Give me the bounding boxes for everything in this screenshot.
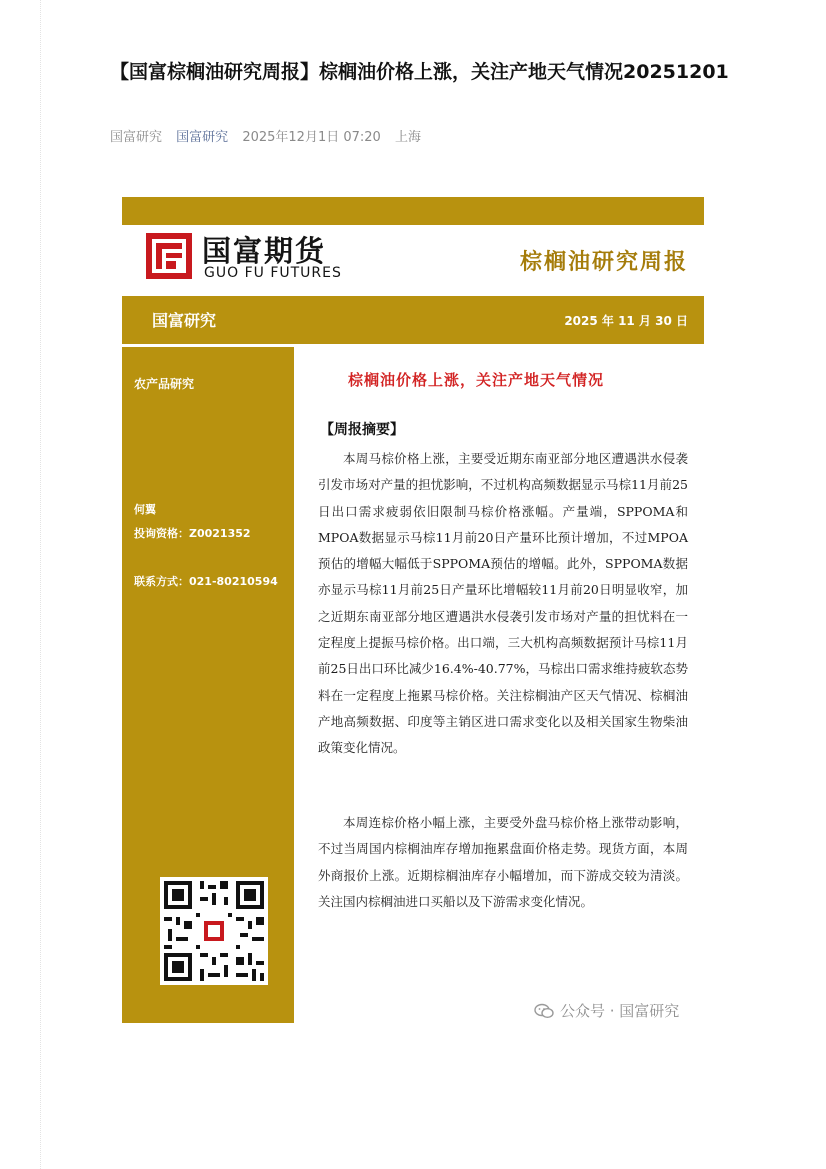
analyst-contact: 联系方式：021-80210594 [134,575,278,588]
report-top-bar [122,197,704,225]
article-source: 国富研究 [110,130,163,145]
sidebar-category: 农产品研究 [134,377,195,391]
analyst-name: 何翼 [134,503,156,516]
publish-location: 上海 [394,130,421,145]
report-image [122,197,704,1023]
summary-paragraph: 本周连棕价格小幅上涨，主要受外盘马棕价格上涨带动影响，不过当周国内棕榈油库存增加拖累盘面价格走势。现货方面，本周外商报价上涨。近期棕榈油库存小幅增加，而下游成交较为清淡。关注国内棕榈油进口买船以及下游需求变化情况。 [318,815,688,909]
account-link[interactable]: 国富研究 [176,130,229,145]
summary-label: 【周报摘要】 [320,422,404,438]
report-weekly-title: 棕榈油研究周报 [519,249,688,275]
footer-text: 公众号 · 国富研究 [560,1002,680,1020]
page-left-rule [40,0,41,1169]
wechat-icon [534,1003,554,1019]
logo-english-name: GUO FU FUTURES [204,265,342,281]
article-title: 【国富棕榈油研究周报】棕榈油价格上涨，关注产地天气情况20251201 [110,61,729,83]
report-heading: 棕榈油价格上涨，关注产地天气情况 [348,371,605,389]
publish-datetime: 2025年12月1日 07:20 [242,130,381,145]
analyst-certificate: 投询资格：Z0021352 [134,527,251,540]
band-label: 国富研究 [152,311,217,330]
qr-code-icon [160,877,268,985]
guofu-logo-icon [146,233,192,279]
wechat-account-footer [534,1000,679,1021]
report-date: 2025 年 11 月 30 日 [564,314,688,328]
logo-chinese-name: 国富期货 [202,234,327,268]
report-sidebar [122,347,294,1023]
article-meta [110,126,431,145]
summary-paragraph: 本周马棕价格上涨，主要受近期东南亚部分地区遭遇洪水侵袭引发市场对产量的担忧影响，不过机构高频数据显示马棕11月前25日出口需求疲弱依旧限制马棕价格涨幅。产量端，SPPOMA和MPOA数据显示马棕11月前20日产量环比预计增加，不过MPOA预估的增幅大幅低于SPPOMA预估的增幅。此外，SPPOMA数据亦显示马棕11月前25日产量环比增幅较11月前20日明显收窄，加之近期东南亚部分地区遭遇洪水侵袭引发市场对产量的担忧料在一定程度上提振马棕价格。出口端，三大机构高频数据预计马棕11月前25日出口环比减少16.4%-40.77%，马棕出口需求维持疲软态势料在一定程度上拖累马棕价格。关注棕榈油产区天气情况、棕榈油产地高频数据、印度等主销区进口需求变化以及相关国家生物柴油政策变化情况。 [318,451,689,756]
